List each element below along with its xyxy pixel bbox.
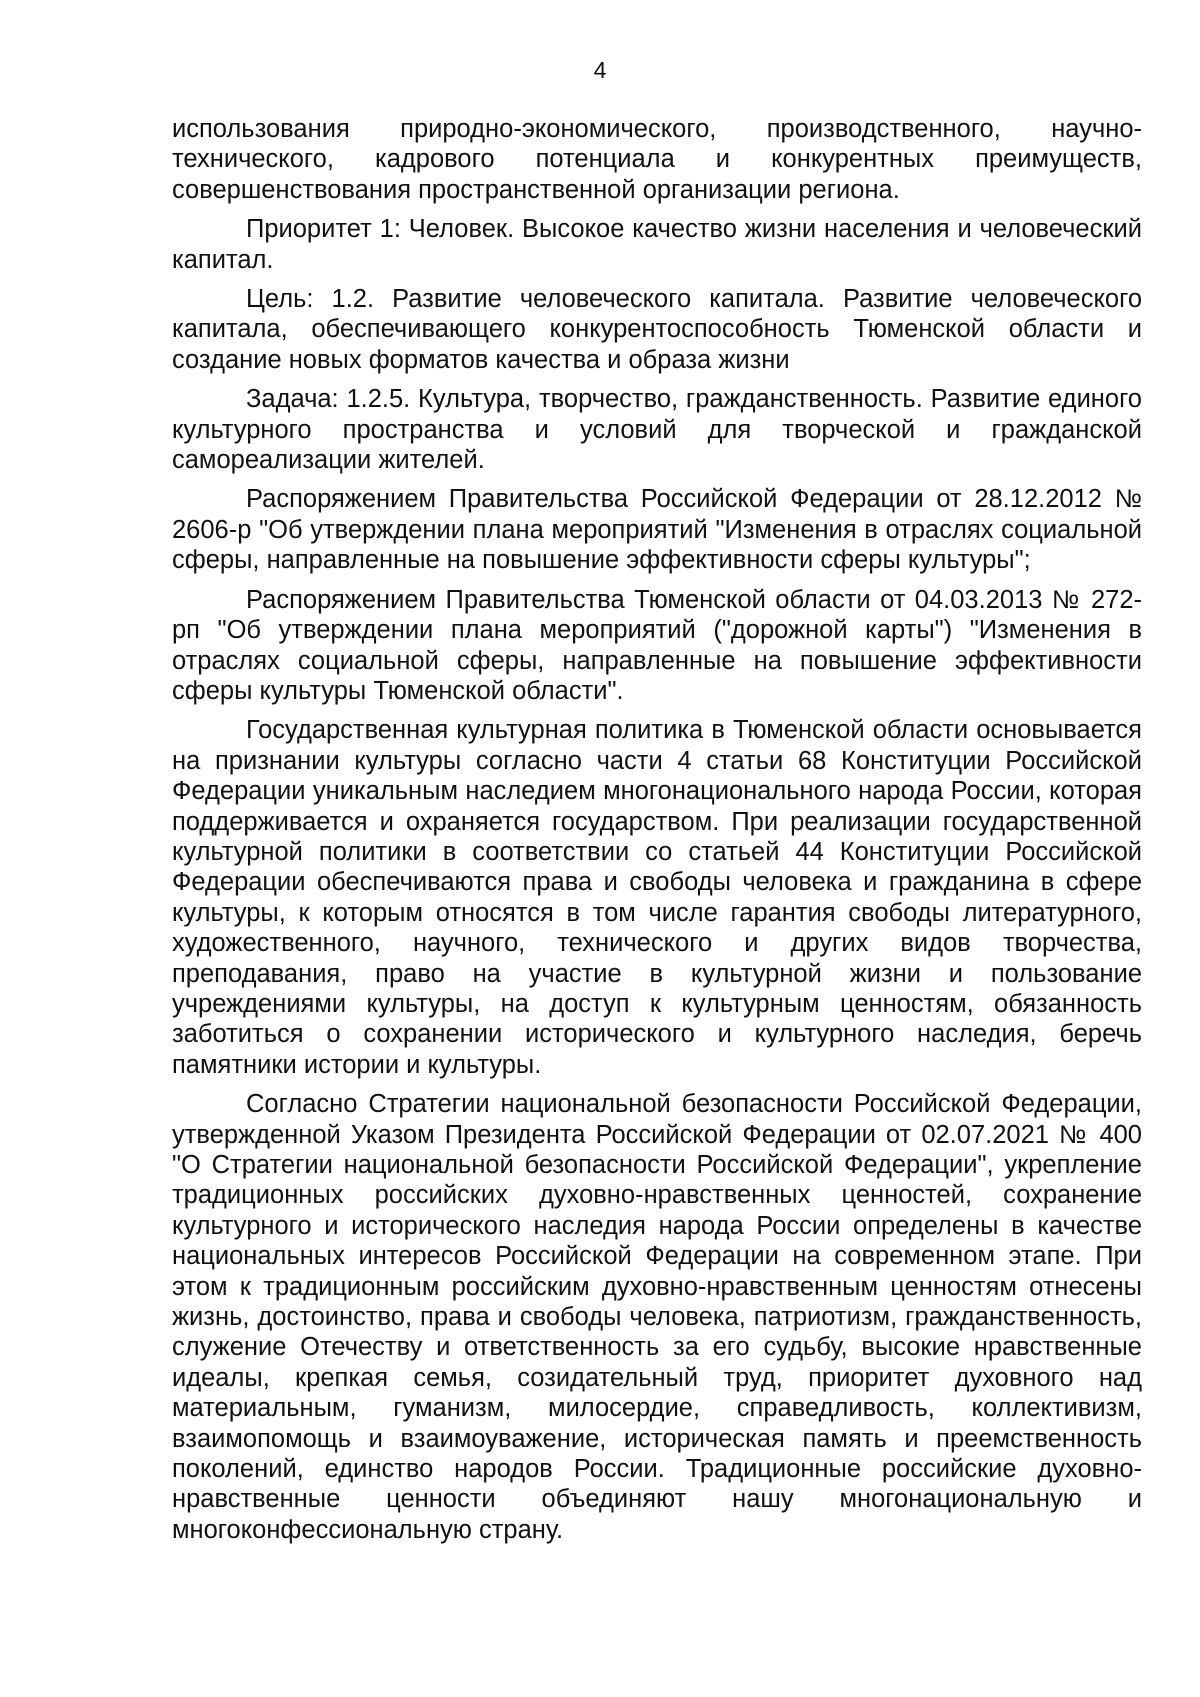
paragraph-region-order: Распоряжением Правительства Тюменской области от 04.03.2013 № 272-рп "Об утверждении плана мероприятий ("дорожной карты") "Изменения в отраслях социальной сферы, направленные на повышение эффективности сферы культуры Тюменской области". [172,585,1142,705]
page-number: 4 [593,57,607,83]
paragraph-priority: Приоритет 1: Человек. Высокое качество жизни населения и человеческий капитал. [172,215,1142,274]
paragraph-rf-order: Распоряжением Правительства Российской Федерации от 28.12.2012 № 2606-р "Об утверждении плана мероприятий "Изменения в отраслях социальной сферы, направленные на повышение эффективности сферы культуры"; [172,485,1142,575]
paragraph-security-strategy: Согласно Стратегии национальной безопасности Российской Федерации, утвержденной Указом Президента Российской Федерации от 02.07.2021 № 400 "О Стратегии национальной безопасности Российской Федерации", укрепление традиционных российских духовно-нравственных ценностей, сохранение культурного и исторического наследия народа России определены в качестве национальных интересов Российской Федерации на современном этапе. При этом к традиционным российским духовно-нравственным ценностям отнесены жизнь, достоинство, права и свободы человека, патриотизм, гражданственность, служение Отечеству и ответственность за его судьбу, высокие нравственные идеалы, крепкая семья, созидательный труд, приоритет духовного над материальным, гуманизм, милосердие, справедливость, коллективизм, взаимопомощь и взаимоуважение, историческая память и преемственность поколений, единство народов России. Традиционные российские духовно-нравственные ценности объединяют нашу многонациональную и многоконфессиональную страну. [172,1090,1142,1544]
paragraph-goal: Цель: 1.2. Развитие человеческого капитала. Развитие человеческого капитала, обеспечивающего конкурентоспособность Тюменской области и создание новых форматов качества и образа жизни [172,285,1142,374]
paragraph-task: Задача: 1.2.5. Культура, творчество, гражданственность. Развитие единого культурного пространства и условий для творческой и гражданской самореализации жителей. [172,385,1142,475]
paragraph-cultural-policy: Государственная культурная политика в Тюменской области основывается на признании культуры согласно части 4 статьи 68 Конституции Российской Федерации уникальным наследием многонационального народа России, которая поддерживается и охраняется государством. При реализации государственной культурной политики в соответствии со статьей 44 Конституции Российской Федерации обеспечиваются права и свободы человека и гражданина в сфере культуры, к которым относятся в том числе гарантия свободы литературного, художественного, научного, технического и других видов творчества, преподавания, право на участие в культурной жизни и пользование учреждениями культуры, на доступ к культурным ценностям, обязанность заботиться о сохранении исторического и культурного наследия, беречь памятники истории и культуры. [172,716,1142,1079]
document-body [172,114,1142,1554]
paragraph-continuation: использования природно-экономического, производственного, научно-технического, кадрового потенциала и конкурентных преимуществ, совершенствования пространственной организации региона. [172,115,1142,204]
